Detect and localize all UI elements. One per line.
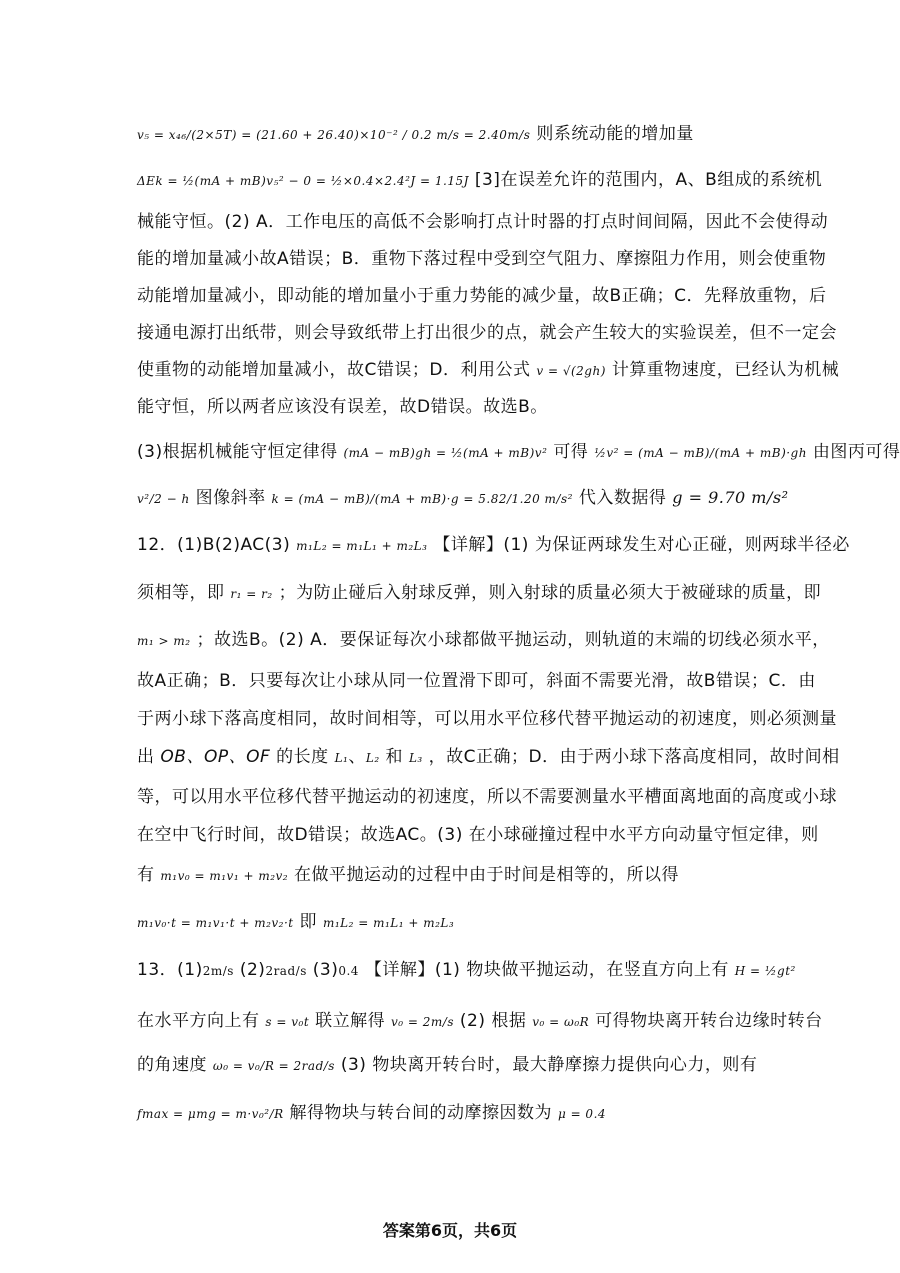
formula-momentum-v: m₁v₀ = m₁v₁ + m₂v₂ — [160, 869, 289, 883]
line-14: 故A正确；B．只要每次让小球从同一位置滑下即可，斜面不需要光滑，故B错误；C．由 — [137, 671, 816, 691]
text: 【详解】(1) 物块做平抛运动，在竖直方向上有 — [364, 960, 729, 980]
text: 使重物的动能增加量减小，故C错误；D．利用公式 — [137, 360, 531, 380]
text: 可得 — [553, 442, 589, 462]
text: (2) — [239, 960, 266, 980]
formula-v2-over-2-h: v²/2 − h — [137, 492, 190, 506]
formula-half-v2: ½v² = (mA − mB)/(mA + mB)·gh — [594, 446, 807, 460]
text: 须相等，即 — [137, 583, 225, 603]
symbol-l1: L₁ — [334, 751, 349, 765]
text: 解得物块与转台间的动摩擦因数为 — [289, 1103, 553, 1123]
formula-mu: μ = 0.4 — [557, 1107, 607, 1121]
formula-momentum-t: m₁v₀·t = m₁v₁·t + m₂v₂·t — [137, 916, 294, 930]
text: 在水平方向上有 — [137, 1011, 260, 1031]
line-10 — [137, 485, 837, 512]
line-24 — [137, 1100, 837, 1127]
line-23 — [137, 1052, 837, 1079]
text: (3) — [312, 960, 339, 980]
text: (3)根据机械能守恒定律得 — [137, 442, 338, 462]
line-11 — [137, 532, 850, 559]
line-4: 能的增加量减小故A错误；B．重物下落过程中受到空气阻力、摩擦阻力作用，则会使重物 — [137, 249, 827, 269]
text: 在做平抛运动的过程中由于时间是相等的，所以得 — [294, 865, 680, 885]
text: ，故C正确；D．由于两小球下落高度相同，故时间相 — [428, 747, 840, 767]
line-7 — [137, 357, 840, 384]
text: 出 — [137, 747, 155, 767]
line-6: 接通电源打出纸带，则会导致纸带上打出很少的点，就会产生较大的实验误差，但不一定会 — [137, 323, 837, 343]
formula-v0-omega-r: v₀ = ω₀R — [532, 1015, 590, 1029]
answer-3: 0.4 — [338, 964, 359, 978]
text: 则系统动能的增加量 — [536, 124, 694, 144]
line-12 — [137, 580, 837, 607]
text: 可得物块离开转台边缘时转台 — [595, 1011, 823, 1031]
answer-1: 2m/s — [202, 964, 234, 978]
text: [3]在误差允许的范围内，A、B组成的系统机 — [474, 170, 823, 190]
line-22 — [137, 1008, 837, 1035]
text: ；为防止碰后入射球反弹，则入射球的质量必须大于被碰球的质量，即 — [278, 583, 822, 603]
line-19 — [137, 862, 837, 889]
text: 图像斜率 — [195, 488, 266, 508]
text: ；故选B。(2) A．要保证每次小球都做平抛运动，则轨道的末端的切线必须水平， — [196, 630, 830, 650]
symbol-l2: L₂ — [365, 751, 380, 765]
text: 的长度 — [276, 747, 329, 767]
formula-delta-ek: ΔEk = ½(mA + mB)v₅² − 0 = ½×0.4×2.4²J = 1.15J — [137, 174, 469, 188]
line-9 — [137, 439, 900, 466]
formula-s-v0t: s = v₀t — [265, 1015, 310, 1029]
line-17: 等，可以用水平位移代替平抛运动的初速度，所以不需要测量水平槽面离地面的高度或小球 — [137, 787, 837, 807]
symbol-l3: L₃ — [408, 751, 423, 765]
formula-h-half-gt2: H = ½gt² — [734, 964, 796, 978]
line-20 — [137, 909, 837, 936]
text: 有 — [137, 865, 155, 885]
text: 的角速度 — [137, 1055, 207, 1075]
page-footer: 答案第6页，共6页 — [382, 1221, 518, 1240]
line-16 — [137, 744, 840, 771]
formula-momentum: m₁L₂ = m₁L₁ + m₂L₃ — [296, 539, 428, 553]
formula-slope-k: k = (mA − mB)/(mA + mB)·g = 5.82/1.20 m/s² — [271, 492, 573, 506]
line-3: 械能守恒。(2) A．工作电压的高低不会影响打点计时器的打点时间间隔，因此不会使得动 — [137, 212, 829, 232]
line-2 — [137, 167, 837, 194]
text: 代入数据得 — [578, 488, 667, 508]
text: 、 — [348, 747, 366, 767]
segments-ob-op-of: OB、OP、OF — [160, 747, 271, 767]
text: (2) 根据 — [459, 1011, 527, 1031]
text: 计算重物速度，已经认为机械 — [611, 360, 840, 380]
formula-r1-r2: r₁ = r₂ — [230, 587, 273, 601]
formula-fmax: fmax = μmg = m·v₀²/R — [137, 1107, 284, 1121]
line-5: 动能增加量减小，即动能的增加量小于重力势能的减少量，故B正确；C．先释放重物，后 — [137, 286, 827, 306]
text: (3) 物块离开转台时，最大静摩擦力提供向心力，则有 — [340, 1055, 758, 1075]
formula-v0-value: v₀ = 2m/s — [390, 1015, 454, 1029]
text: 12．(1)B(2)AC(3) — [137, 535, 291, 555]
formula-v-sqrt: v = √(2gh) — [536, 364, 606, 378]
text: 13．(1) — [137, 960, 203, 980]
formula-energy-conservation: (mA − mB)gh = ½(mA + mB)v² — [343, 446, 548, 460]
formula-g-result: g = 9.70 m/s² — [672, 488, 789, 507]
line-8: 能守恒，所以两者应该没有误差，故D错误。故选B。 — [137, 397, 548, 417]
line-1 — [137, 121, 837, 148]
text: 【详解】(1) 为保证两球发生对心正碰，则两球半径必 — [433, 535, 850, 555]
text: 即 — [299, 912, 318, 932]
text: 由图丙可得 — [812, 442, 900, 462]
formula-m1-gt-m2: m₁ > m₂ — [137, 634, 191, 648]
formula-momentum-l: m₁L₂ = m₁L₁ + m₂L₃ — [322, 916, 455, 930]
line-15: 于两小球下落高度相同，故时间相等，可以用水平位移代替平抛运动的初速度，则必须测量 — [137, 709, 837, 729]
formula-omega0: ω₀ = v₀/R = 2rad/s — [212, 1059, 335, 1073]
text: 联立解得 — [315, 1011, 386, 1031]
answer-2: 2rad/s — [265, 964, 307, 978]
text: 和 — [385, 747, 404, 767]
line-13 — [137, 627, 837, 654]
formula-v5: v₅ = x₄₆/(2×5T) = (21.60 + 26.40)×10⁻² / 0.2 m/s = 2.40m/s — [137, 128, 531, 142]
line-21 — [137, 957, 837, 984]
line-18: 在空中飞行时间，故D错误；故选AC。(3) 在小球碰撞过程中水平方向动量守恒定律，则 — [137, 825, 819, 845]
